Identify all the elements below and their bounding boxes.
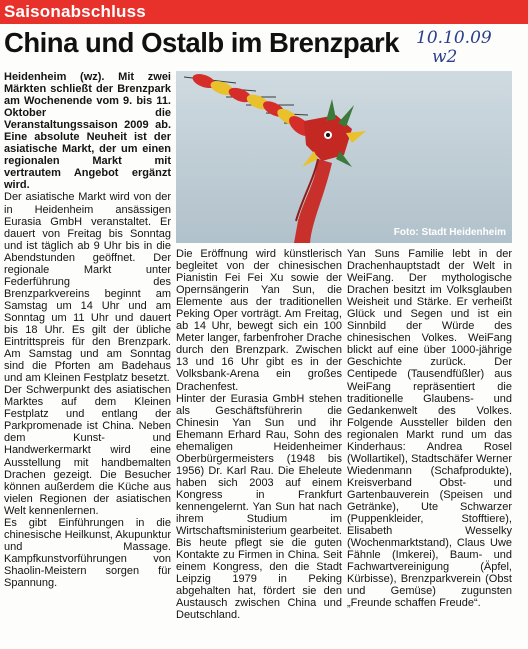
dragon-kite-image — [176, 71, 512, 243]
article-paragraph: Es gibt Einführungen in die chinesische Heilkunst, Akupunktur und Massage. Kampfkunstvorführungen von Shaolin-Meistern sorgen für Spannung. — [4, 516, 171, 589]
article-paragraph: Hinter der Eurasia GmbH stehen als Geschäftsführerin die Chinesin Yan Sun und ihr Ehemann Erhard Rau, Sohn des ehemaligen Heidenheimer Oberbürgermeisters (1948 bis 1956) Dr. Karl Rau. Die Eheleute haben sich 2003 auf einem Kongress in Frankfurt kennengelernt. Yan Sun hat nach ihrem Studium im Wirtschaftsministerium gearbeitet. Bis heute pflegt sie die guten Kontakte zu Firmen in China. Seit einem Kongress, den die Stadt Leipzig 1979 in Peking abgehalten hat, fördert sie den Austausch zwischen China und Deutschland. — [176, 392, 342, 622]
article-paragraph: Der asiatische Markt wird von der in Heidenheim ansässigen Eurasia GmbH veranstaltet. Er dauert von Freitag bis Sonntag und ist täglich ab 9 Uhr bis in die Abendstunden geöffnet. Der regionale Markt unter Federführung des Brenzparkvereins beginnt am Samstag um 14 Uhr und am Sonntag um 11 Uhr und dauert bis 18 Uhr. Es gilt der übliche Eintrittspreis für den Brenzpark. Am Samstag und am Sonntag sind die Pforten am Badehaus und am Kleinen Festplatz besetzt. — [4, 191, 171, 385]
photo-credit: Foto: Stadt Heidenheim — [393, 227, 506, 238]
headline: China und Ostalb im Brenzpark — [4, 27, 400, 58]
article-paragraph: Die Eröffnung wird künstlerisch begleitet von der chinesischen Pianistin Fei Fei Xu sowie der Opernsängerin Yan Sun, die Elemente aus der traditionellen Peking Oper vorträgt. Am Freitag, ab 14 Uhr, bewegt sich ein 100 Meter langer, farbenfroher Drache durch den Brenzpark. Zwischen 13 und 16 Uhr gibt es in der Volksbank-Arena ein großes Drachenfest. — [176, 248, 342, 393]
article-paragraph: Yan Suns Familie lebt in der Drachenhauptstadt der Welt in WeiFang. Der mythologische Drachen besitzt im Volksglauben Weisheit und Stärke. Er verheißt Glück und Segen und ist ein Sinnbild der Würde des chinesischen Volkes. WeiFang blickt auf eine über 1000-jährige Geschichte zurück. Der Centipede (Tausendfüßler) aus WeiFang repräsentiert die traditionelle Glaubens- und Gedankenwelt des Volkes. Folgende Aussteller bilden den regionalen Markt rund um das Kinderhaus: Andrea Rosel (Wollartikel), Stadtschäfer Werner Wiedenmann (Schafprodukte), Kreisverband Obst- und Gartenbauverein (Speisen und Getränke), Ute Schwarzer (Puppenkleider, Stofftiere), Elisabeth Wesselky (Wochenmarktstand), Claus Uwe Fähnle (Imkerei), Baum- und Fachwartvereinigung (Äpfel, Kürbisse), Brenzparkverein (Obst und Gemüse) zugunsten „Freunde schaffen Freude“. — [347, 248, 512, 610]
article-column-1 — [4, 71, 171, 589]
article-lead: Heidenheim (wz). Mit zwei Märkten schließt der Brenzpark am Wochenende vom 9. bis 11. Oktober die Veranstaltungssaison 2009 ab. Eine absolute Neuheit ist der asiatische Markt, der um einen regionalen Markt mit vertrautem Angebot ergänzt wird. — [4, 71, 171, 192]
article-column-2 — [176, 248, 342, 621]
handwritten-code: w2 — [432, 47, 458, 67]
dragon-photo — [176, 71, 512, 243]
article-paragraph: Der Schwerpunkt des asiatischen Marktes auf dem Kleinen Festplatz und entlang der Parkpromenade ist China. Neben dem Kunst- und Handwerkermarkt wird eine Ausstellung mit handbemalten Drachen gezeigt. Die Besucher können außerdem die Küche aus vielen Regionen der asiatischen Welt kennenlernen. — [4, 384, 171, 517]
handwritten-date: 10.10.09 — [416, 28, 492, 48]
section-label: Saisonabschluss — [4, 2, 146, 21]
section-bar — [0, 0, 528, 24]
article-column-3 — [347, 248, 512, 609]
